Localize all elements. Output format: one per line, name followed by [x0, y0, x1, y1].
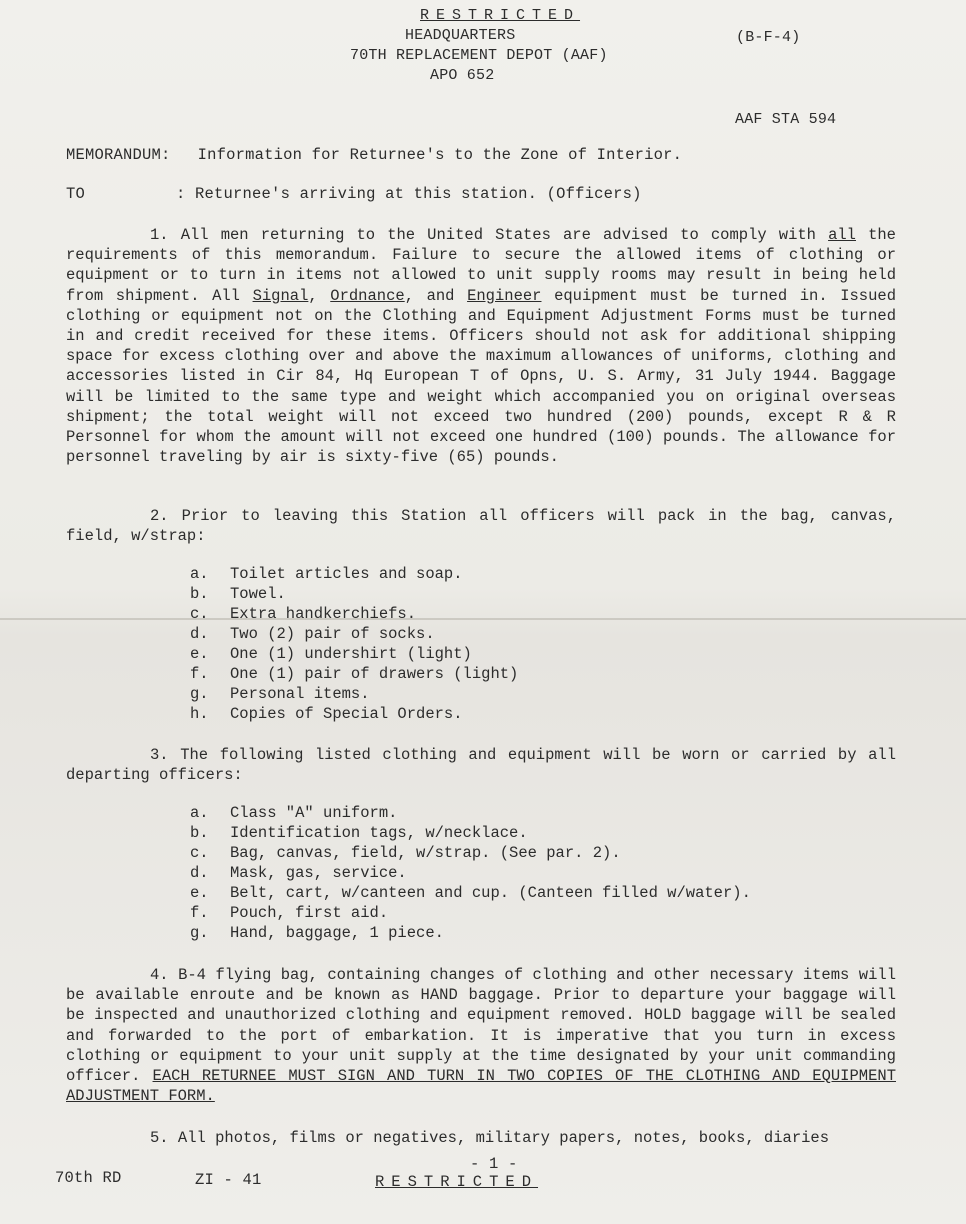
list-item [190, 584, 518, 604]
classification-header: RESTRICTED [420, 7, 581, 24]
list-item [190, 684, 518, 704]
memo-heading [66, 145, 682, 165]
item-text: One (1) undershirt (light) [230, 645, 472, 663]
memo-label: MEMORANDUM: [66, 146, 171, 164]
list-item [190, 863, 751, 883]
list-item [190, 604, 518, 624]
footer-unit: 70th RD [55, 1169, 122, 1187]
paragraph-5 [66, 1128, 896, 1148]
item-text: Toilet articles and soap. [230, 565, 463, 583]
item-text: Towel. [230, 585, 286, 603]
list-item [190, 883, 751, 903]
memo-to-line [66, 184, 642, 204]
item-letter: d. [190, 864, 209, 882]
para1-ordnance: Ordnance [330, 286, 405, 305]
list-item [190, 644, 518, 664]
para3-list [190, 803, 751, 943]
item-letter: b. [190, 585, 209, 603]
apo-line: APO 652 [430, 67, 495, 84]
para1-signal: Signal [252, 286, 309, 305]
item-text: Pouch, first aid. [230, 904, 389, 922]
item-letter: a. [190, 804, 209, 822]
para4-num: 4. [150, 966, 169, 984]
item-letter: f. [190, 904, 209, 922]
station-code: AAF STA 594 [735, 111, 837, 128]
paragraph-1 [66, 225, 896, 467]
para3-num: 3. [150, 746, 169, 764]
list-item [190, 903, 751, 923]
depot-line: 70TH REPLACEMENT DEPOT (AAF) [350, 47, 608, 64]
memo-subject: Information for Returnee's to the Zone of Interior. [197, 146, 683, 164]
item-letter: e. [190, 884, 209, 902]
para5-text: All photos, films or negatives, military papers, notes, books, diaries [177, 1129, 830, 1147]
item-text: Class "A" uniform. [230, 804, 398, 822]
page-number: - 1 - [470, 1155, 518, 1173]
item-letter: d. [190, 625, 209, 643]
item-text: Hand, baggage, 1 piece. [230, 924, 444, 942]
classification-footer: RESTRICTED [375, 1173, 539, 1191]
item-text: Belt, cart, w/canteen and cup. (Canteen filled w/water). [230, 884, 751, 902]
item-letter: b. [190, 824, 209, 842]
para1-num: 1. [150, 226, 169, 244]
para3-text: The following listed clothing and equipment will be worn or carried by all departing officers: [66, 746, 896, 785]
item-text: Mask, gas, service. [230, 864, 407, 882]
item-letter: a. [190, 565, 209, 583]
para2-num: 2. [150, 507, 169, 525]
item-letter: c. [190, 844, 209, 862]
paragraph-4 [66, 965, 896, 1106]
para1-text-b: the requirements of this memorandum. Failure to secure the allowed items of clothing or equipment or to turn in items not allowed to unit supply rooms may result in being held from shipment. All [66, 226, 896, 305]
doc-code: (B-F-4) [736, 29, 801, 46]
to-label: TO [66, 185, 86, 203]
list-item [190, 923, 751, 943]
item-letter: g. [190, 924, 209, 942]
item-text: Extra handkerchiefs. [230, 605, 417, 623]
list-item [190, 803, 751, 823]
para1-comma: , [308, 286, 331, 305]
list-item [190, 823, 751, 843]
item-text: Identification tags, w/necklace. [230, 824, 528, 842]
item-letter: e. [190, 645, 209, 663]
item-text: One (1) pair of drawers (light) [230, 665, 519, 683]
item-letter: f. [190, 665, 209, 683]
item-text: Bag, canvas, field, w/strap. (See par. 2). [230, 844, 621, 862]
list-item [190, 664, 518, 684]
para2-text: Prior to leaving this Station all officers will pack in the bag, canvas, field, w/strap: [66, 507, 896, 546]
item-text: Personal items. [230, 685, 370, 703]
para1-text-c: equipment must be turned in. Issued clothing or equipment not on the Clothing and Equipment Adjustment Forms must be turned in and credit received for these items. Officers should not ask for additional shipping space for excess clothing over and above the maximum allowances of uniforms, clothing and accessories listed in Cir 84, Hq European T of Opns, U. S. Army, 31 July 1944. Baggage will be limited to the same type and weight which accompanied you on original overseas shipment; the total weight will not exceed two hundred (200) pounds, except R & R Personnel for whom the amount will not exceed one hundred (100) pounds. The allowance for personnel traveling by air is sixty-five (65) pounds. [66, 286, 897, 467]
item-text: Two (2) pair of socks. [230, 625, 435, 643]
paragraph-3 [66, 745, 896, 785]
to-text: : Returnee's arriving at this station. (Officers) [176, 185, 642, 203]
para4-text: B-4 flying bag, containing changes of clothing and other necessary items will be available enroute and be known as HAND baggage. Prior to departure your baggage will be inspected and unauthorized clothing and equipment removed. HOLD baggage will be sealed and forwarded to the port of embarkation. It is imperative that you turn in excess clothing or equipment to your unit supply at the time designated by your unit commanding officer. [66, 966, 896, 1086]
list-item [190, 624, 518, 644]
list-item [190, 843, 751, 863]
para1-all: all [828, 226, 856, 244]
para4-underlined: EACH RETURNEE MUST SIGN AND TURN IN TWO COPIES OF THE CLOTHING AND EQUIPMENT ADJUSTMENT FORM. [66, 1067, 896, 1106]
item-letter: h. [190, 705, 209, 723]
list-item [190, 704, 518, 724]
para2-list [190, 564, 518, 724]
para1-and: , and [404, 286, 468, 305]
para1-engineer: Engineer [467, 286, 542, 305]
para5-num: 5. [150, 1129, 169, 1147]
para1-text-a: All men returning to the United States are advised to comply with [180, 226, 829, 244]
item-letter: c. [190, 605, 209, 623]
paragraph-2 [66, 506, 896, 546]
footer-code: ZI - 41 [195, 1171, 262, 1189]
item-letter: g. [190, 685, 209, 703]
list-item [190, 564, 518, 584]
headquarters-line: HEADQUARTERS [405, 27, 516, 44]
item-text: Copies of Special Orders. [230, 705, 463, 723]
